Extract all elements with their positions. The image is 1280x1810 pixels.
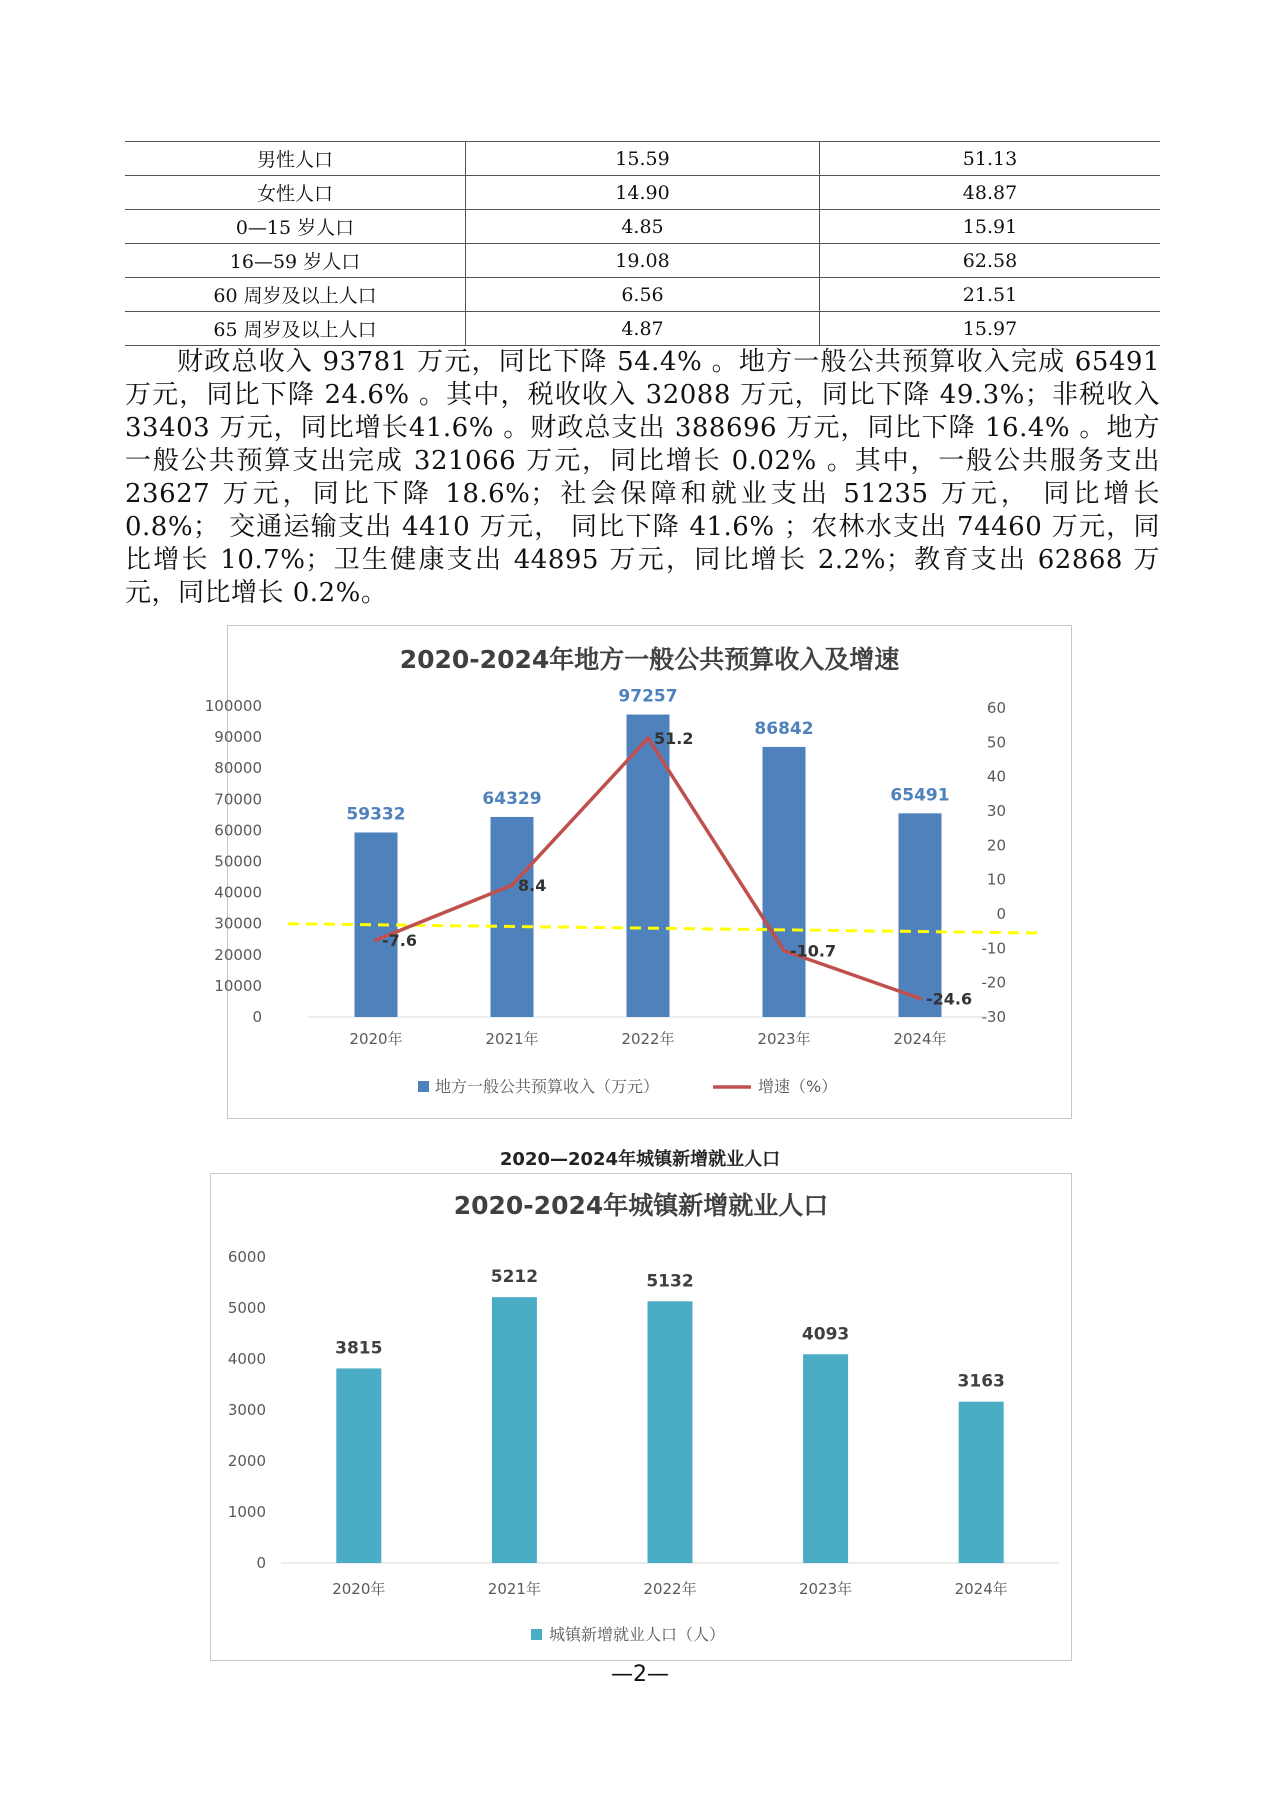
y-axis-tick-label: 1000 bbox=[227, 1503, 266, 1521]
revenue-bar-label: 64329 bbox=[482, 788, 542, 809]
revenue-bar-label: 65491 bbox=[890, 785, 950, 806]
growth-point bbox=[374, 938, 378, 942]
y2-axis-tick-label: 30 bbox=[986, 802, 1006, 820]
y2-axis-tick-label: -20 bbox=[981, 973, 1006, 992]
y2-axis-tick-label: 40 bbox=[986, 767, 1006, 786]
revenue-chart-svg bbox=[204, 626, 1071, 1118]
growth-label: 8.4 bbox=[518, 876, 547, 896]
value-cell: 15.97 bbox=[820, 312, 1161, 346]
row-label-cell: 女性人口 bbox=[125, 176, 466, 210]
growth-label: -24.6 bbox=[926, 989, 973, 1009]
fiscal-paragraph: 财政总收入 93781 万元，同比下降 54.4% 。地方一般公共预算收入完成 65491 万元，同比下降 24.6% 。其中，税收收入 32088 万元，同比下降 49.3%；非税收入 33403 万元，同比增长41.6% 。财政总支出 388696 万元，同比下降 16.4% 。地方一般公共预算支出完成 321066 万元，同比增长 0.02% 。其中，一般公共服务支出 23627 万元，同比下降 18.6%；社会保障和就业支出 51235 万元， 同比增长 0.8%； 交通运输支出 4410 万元， 同比下降 41.6% ；农林水支出 74460 万元，同比增长 10.7%；卫生健康支出 44895 万元，同比增长 2.2%；教育支出 62868 万元，同比增长 0.2%。 bbox=[125, 347, 1160, 608]
x-axis-tick-label: 2022年 bbox=[621, 1030, 675, 1048]
revenue-bar-label: 97257 bbox=[618, 686, 678, 707]
value-cell: 19.08 bbox=[466, 244, 820, 278]
row-label-cell: 65 周岁及以上人口 bbox=[125, 312, 466, 346]
employment-bar-label: 5212 bbox=[490, 1267, 539, 1288]
employment-bar bbox=[803, 1354, 848, 1563]
value-cell: 4.85 bbox=[466, 210, 820, 244]
legend-label-revenue: 地方一般公共预算收入（万元） bbox=[435, 1077, 660, 1096]
population-table bbox=[125, 141, 1160, 346]
y-axis-tick-label: 5000 bbox=[227, 1299, 266, 1317]
page-number: —2— bbox=[611, 1662, 669, 1687]
employment-chart bbox=[210, 1173, 1072, 1661]
x-axis-tick-label: 2024年 bbox=[893, 1030, 947, 1048]
revenue-bar bbox=[491, 817, 534, 1017]
value-cell: 15.59 bbox=[466, 142, 820, 176]
employment-bar-label: 3815 bbox=[335, 1338, 383, 1359]
employment-bar bbox=[492, 1297, 537, 1563]
y-axis-tick-label: 10000 bbox=[214, 976, 262, 995]
chart-title: 2020-2024年城镇新增就业人口 bbox=[453, 1191, 829, 1220]
employment-bar-label: 4093 bbox=[801, 1324, 850, 1345]
row-label-cell: 16—59 岁人口 bbox=[125, 244, 466, 278]
y-axis-tick-label: 20000 bbox=[214, 945, 262, 964]
employment-bar-label: 5132 bbox=[646, 1271, 694, 1292]
revenue-bar-label: 59332 bbox=[346, 804, 406, 825]
value-cell: 62.58 bbox=[820, 244, 1161, 278]
table-row bbox=[125, 210, 1160, 244]
y-axis-tick-label: 30000 bbox=[214, 914, 262, 933]
employment-bar bbox=[648, 1301, 693, 1563]
y-axis-tick-label: 90000 bbox=[214, 728, 262, 747]
table-row bbox=[125, 244, 1160, 278]
y-axis-tick-label: 40000 bbox=[214, 883, 262, 902]
growth-point bbox=[918, 996, 922, 1000]
x-axis-tick-label: 2022年 bbox=[643, 1580, 697, 1598]
y2-axis-tick-label: 0 bbox=[996, 905, 1006, 923]
table-row bbox=[125, 176, 1160, 210]
revenue-chart bbox=[204, 625, 1072, 1119]
x-axis-tick-label: 2021年 bbox=[487, 1580, 541, 1598]
row-label-cell: 0—15 岁人口 bbox=[125, 210, 466, 244]
y2-axis-tick-label: 50 bbox=[986, 733, 1006, 752]
x-axis-tick-label: 2021年 bbox=[485, 1030, 539, 1048]
x-axis-tick-label: 2023年 bbox=[799, 1580, 853, 1598]
y-axis-tick-label: 100000 bbox=[204, 697, 262, 715]
growth-label: -7.6 bbox=[382, 931, 417, 951]
value-cell: 51.13 bbox=[820, 142, 1161, 176]
x-axis-tick-label: 2020年 bbox=[349, 1030, 403, 1048]
y-axis-tick-label: 80000 bbox=[214, 759, 262, 778]
row-label-cell: 60 周岁及以上人口 bbox=[125, 278, 466, 312]
value-cell: 14.90 bbox=[466, 176, 820, 210]
value-cell: 15.91 bbox=[820, 210, 1161, 244]
y2-axis-tick-label: 10 bbox=[986, 870, 1006, 889]
y2-axis-tick-label: 20 bbox=[986, 836, 1006, 855]
y-axis-tick-label: 50000 bbox=[214, 852, 262, 871]
growth-point bbox=[646, 736, 650, 740]
growth-point bbox=[782, 949, 786, 953]
legend-swatch-employment bbox=[531, 1629, 542, 1640]
x-axis-tick-label: 2020年 bbox=[332, 1580, 386, 1598]
growth-point bbox=[510, 883, 514, 887]
employment-bar bbox=[959, 1402, 1004, 1563]
x-axis-tick-label: 2023年 bbox=[757, 1030, 811, 1048]
table-row bbox=[125, 278, 1160, 312]
legend-label-growth: 增速（%） bbox=[758, 1077, 838, 1096]
y-axis-tick-label: 0 bbox=[252, 1008, 262, 1026]
value-cell: 48.87 bbox=[820, 176, 1161, 210]
revenue-bar bbox=[899, 813, 942, 1017]
value-cell: 21.51 bbox=[820, 278, 1161, 312]
value-cell: 6.56 bbox=[466, 278, 820, 312]
row-label-cell: 男性人口 bbox=[125, 142, 466, 176]
y-axis-tick-label: 70000 bbox=[214, 790, 262, 809]
growth-label: 51.2 bbox=[654, 729, 694, 749]
y2-axis-tick-label: -30 bbox=[981, 1008, 1006, 1026]
y-axis-tick-label: 2000 bbox=[227, 1452, 266, 1470]
chart-title: 2020-2024年地方一般公共预算收入及增速 bbox=[399, 645, 900, 674]
y-axis-tick-label: 3000 bbox=[227, 1401, 266, 1419]
employment-chart-caption: 2020—2024年城镇新增就业人口 bbox=[499, 1149, 781, 1170]
table-row bbox=[125, 312, 1160, 346]
y-axis-tick-label: 4000 bbox=[227, 1350, 266, 1368]
y2-axis-tick-label: 60 bbox=[986, 699, 1006, 717]
x-axis-tick-label: 2024年 bbox=[954, 1580, 1008, 1598]
revenue-bar-label: 86842 bbox=[754, 718, 814, 739]
employment-chart-svg bbox=[211, 1174, 1071, 1660]
y-axis-tick-label: 6000 bbox=[227, 1248, 266, 1266]
table-row bbox=[125, 142, 1160, 176]
y-axis-tick-label: 60000 bbox=[214, 821, 262, 840]
employment-bar-label: 3163 bbox=[957, 1371, 1005, 1392]
revenue-bar bbox=[763, 747, 806, 1017]
y-axis-tick-label: 0 bbox=[256, 1554, 266, 1572]
legend-swatch-revenue bbox=[418, 1081, 429, 1092]
y2-axis-tick-label: -10 bbox=[981, 939, 1006, 958]
employment-bar bbox=[336, 1368, 381, 1563]
value-cell: 4.87 bbox=[466, 312, 820, 346]
legend-label-employment: 城镇新增就业人口（人） bbox=[549, 1625, 726, 1644]
growth-label: -10.7 bbox=[790, 941, 837, 961]
